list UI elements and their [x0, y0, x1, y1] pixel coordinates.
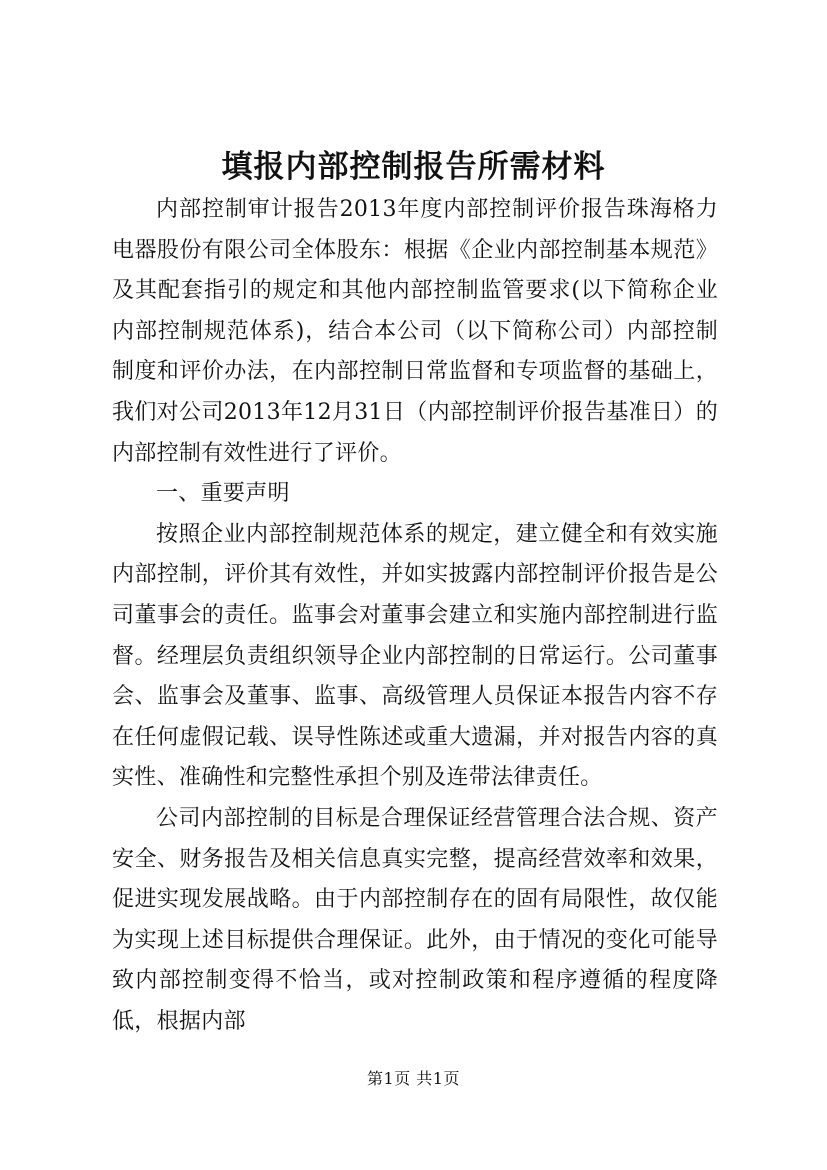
document-title: 填报内部控制报告所需材料: [221, 149, 606, 185]
page-footer: 第1页 共1页: [367, 1069, 460, 1088]
paragraph-responsibility: 按照企业内部控制规范体系的规定，建立健全和有效实施内部控制，评价其有效性，并如实披露内部控制评价报告是公司董事会的责任。监事会对董事会建立和实施内部控制进行监督。经理层负责组织领导企业内部控制的日常运行。公司董事会、监事会及董事、监事、高级管理人员保证本报告内容不存在任何虚假记载、误导性陈述或重大遗漏，并对报告内容的真实性、准确性和完整性承担个别及连带法律责任。: [112, 521, 718, 791]
section-heading: 一、重要声明: [156, 481, 290, 507]
paragraph-objectives: 公司内部控制的目标是合理保证经营管理合法合规、资产安全、财务报告及相关信息真实完整，提高经营效率和效果，促进实现发展战略。由于内部控制存在的固有局限性，故仅能为实现上述目标提供合理保证。此外，由于情况的变化可能导致内部控制变得不恰当，或对控制政策和程序遵循的程度降低，根据内部: [112, 805, 718, 1034]
document-body: [112, 190, 718, 1042]
paragraph-intro: 内部控制审计报告2013年度内部控制评价报告珠海格力电器股份有限公司全体股东：根据《企业内部控制基本规范》及其配套指引的规定和其他内部控制监管要求(以下简称企业内部控制规范体系)，结合本公司（以下简称公司）内部控制制度和评价办法，在内部控制日常监督和专项监督的基础上，我们对公司2013年12月31日（内部控制评价报告基准日）的内部控制有效性进行了评价。: [112, 197, 718, 466]
